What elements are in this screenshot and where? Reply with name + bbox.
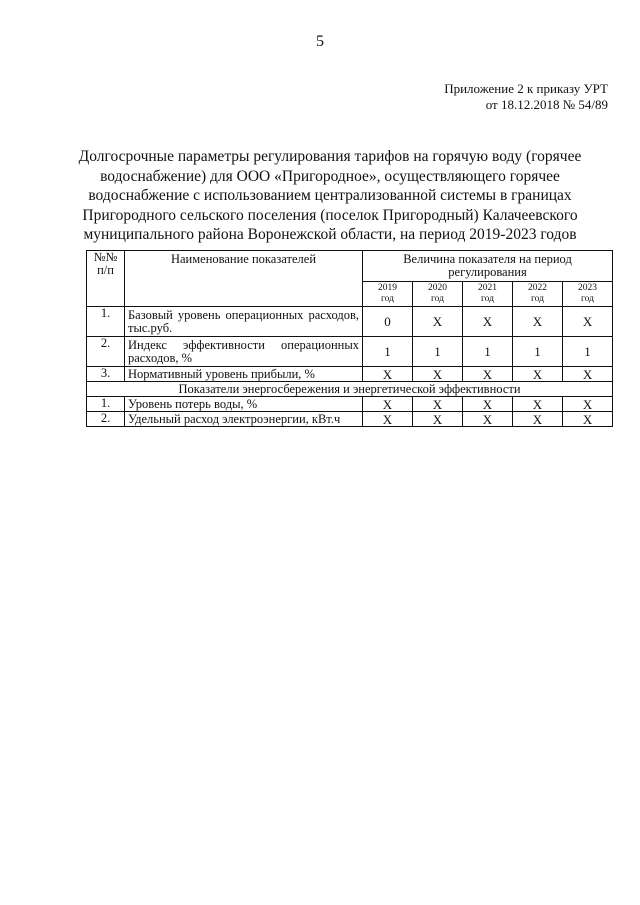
row-value: X: [513, 412, 563, 427]
header-number-line-1: №№: [93, 250, 118, 264]
row-value: X: [513, 367, 563, 382]
parameters-table: [86, 250, 613, 427]
row-value: X: [363, 367, 413, 382]
row-value: 0: [363, 307, 413, 337]
appendix-line-1: Приложение 2 к приказу УРТ: [444, 81, 608, 96]
row-value: X: [463, 412, 513, 427]
table-row: [87, 337, 613, 367]
row-value: X: [363, 397, 413, 412]
row-name: Удельный расход электроэнергии, кВт.ч: [125, 412, 363, 427]
row-value: 1: [563, 337, 613, 367]
row-value: 1: [363, 337, 413, 367]
table-header-row: [87, 251, 613, 282]
row-value: X: [563, 397, 613, 412]
appendix-line-2: от 18.12.2018 № 54/89: [485, 97, 608, 112]
table-row: [87, 397, 613, 412]
title-line-4: Пригородного сельского поселения (поселок Пригородный) Калачеевского: [82, 206, 578, 224]
row-number: 1.: [87, 307, 125, 337]
row-value: X: [563, 307, 613, 337]
row-value: X: [513, 397, 563, 412]
title-line-2: водоснабжение) для ООО «Пригородное», осуществляющего горячее: [100, 167, 560, 185]
section-header-row: [87, 382, 613, 397]
row-value: X: [513, 307, 563, 337]
row-value: X: [563, 412, 613, 427]
row-name: Индекс эффективности операционных расходов, %: [125, 337, 363, 367]
row-name: Нормативный уровень прибыли, %: [125, 367, 363, 382]
row-value: X: [413, 412, 463, 427]
row-number: 1.: [87, 397, 125, 412]
table-row: [87, 307, 613, 337]
row-value: X: [363, 412, 413, 427]
table-row: [87, 367, 613, 382]
row-value: X: [463, 307, 513, 337]
row-value: 1: [513, 337, 563, 367]
year-header-2020: 2020 год: [413, 282, 463, 307]
year-header-2022: 2022 год: [513, 282, 563, 307]
year-header-2023: 2023 год: [563, 282, 613, 307]
header-name-cell: Наименование показателей: [125, 251, 363, 307]
row-value: X: [413, 367, 463, 382]
appendix-reference: [444, 81, 608, 113]
row-number: 3.: [87, 367, 125, 382]
row-value: X: [463, 397, 513, 412]
header-number-cell: [87, 251, 125, 307]
title-line-3: водоснабжение с использованием централизованной системы в границах: [88, 187, 572, 204]
row-name: Уровень потерь воды, %: [125, 397, 363, 412]
title-line-5: муниципального района Воронежской области, на период 2019-2023 годов: [83, 226, 577, 243]
row-value: X: [563, 367, 613, 382]
table-row: [87, 412, 613, 427]
row-name: Базовый уровень операционных расходов, тыс.руб.: [125, 307, 363, 337]
header-value-cell: Величина показателя на период регулирования: [363, 251, 613, 282]
year-header-2021: 2021 год: [463, 282, 513, 307]
row-value: X: [413, 307, 463, 337]
year-header-2019: 2019 год: [363, 282, 413, 307]
header-number-line-2: п/п: [97, 263, 114, 277]
document-title: [40, 147, 620, 245]
row-value: 1: [463, 337, 513, 367]
row-value: X: [463, 367, 513, 382]
row-value: X: [413, 397, 463, 412]
page-number: 5: [316, 33, 324, 50]
row-number: 2.: [87, 412, 125, 427]
row-number: 2.: [87, 337, 125, 367]
title-line-1: Долгосрочные параметры регулирования тарифов на горячую воду (горячее: [78, 148, 582, 165]
row-value: 1: [413, 337, 463, 367]
section-title: Показатели энергосбережения и энергетической эффективности: [87, 382, 613, 397]
